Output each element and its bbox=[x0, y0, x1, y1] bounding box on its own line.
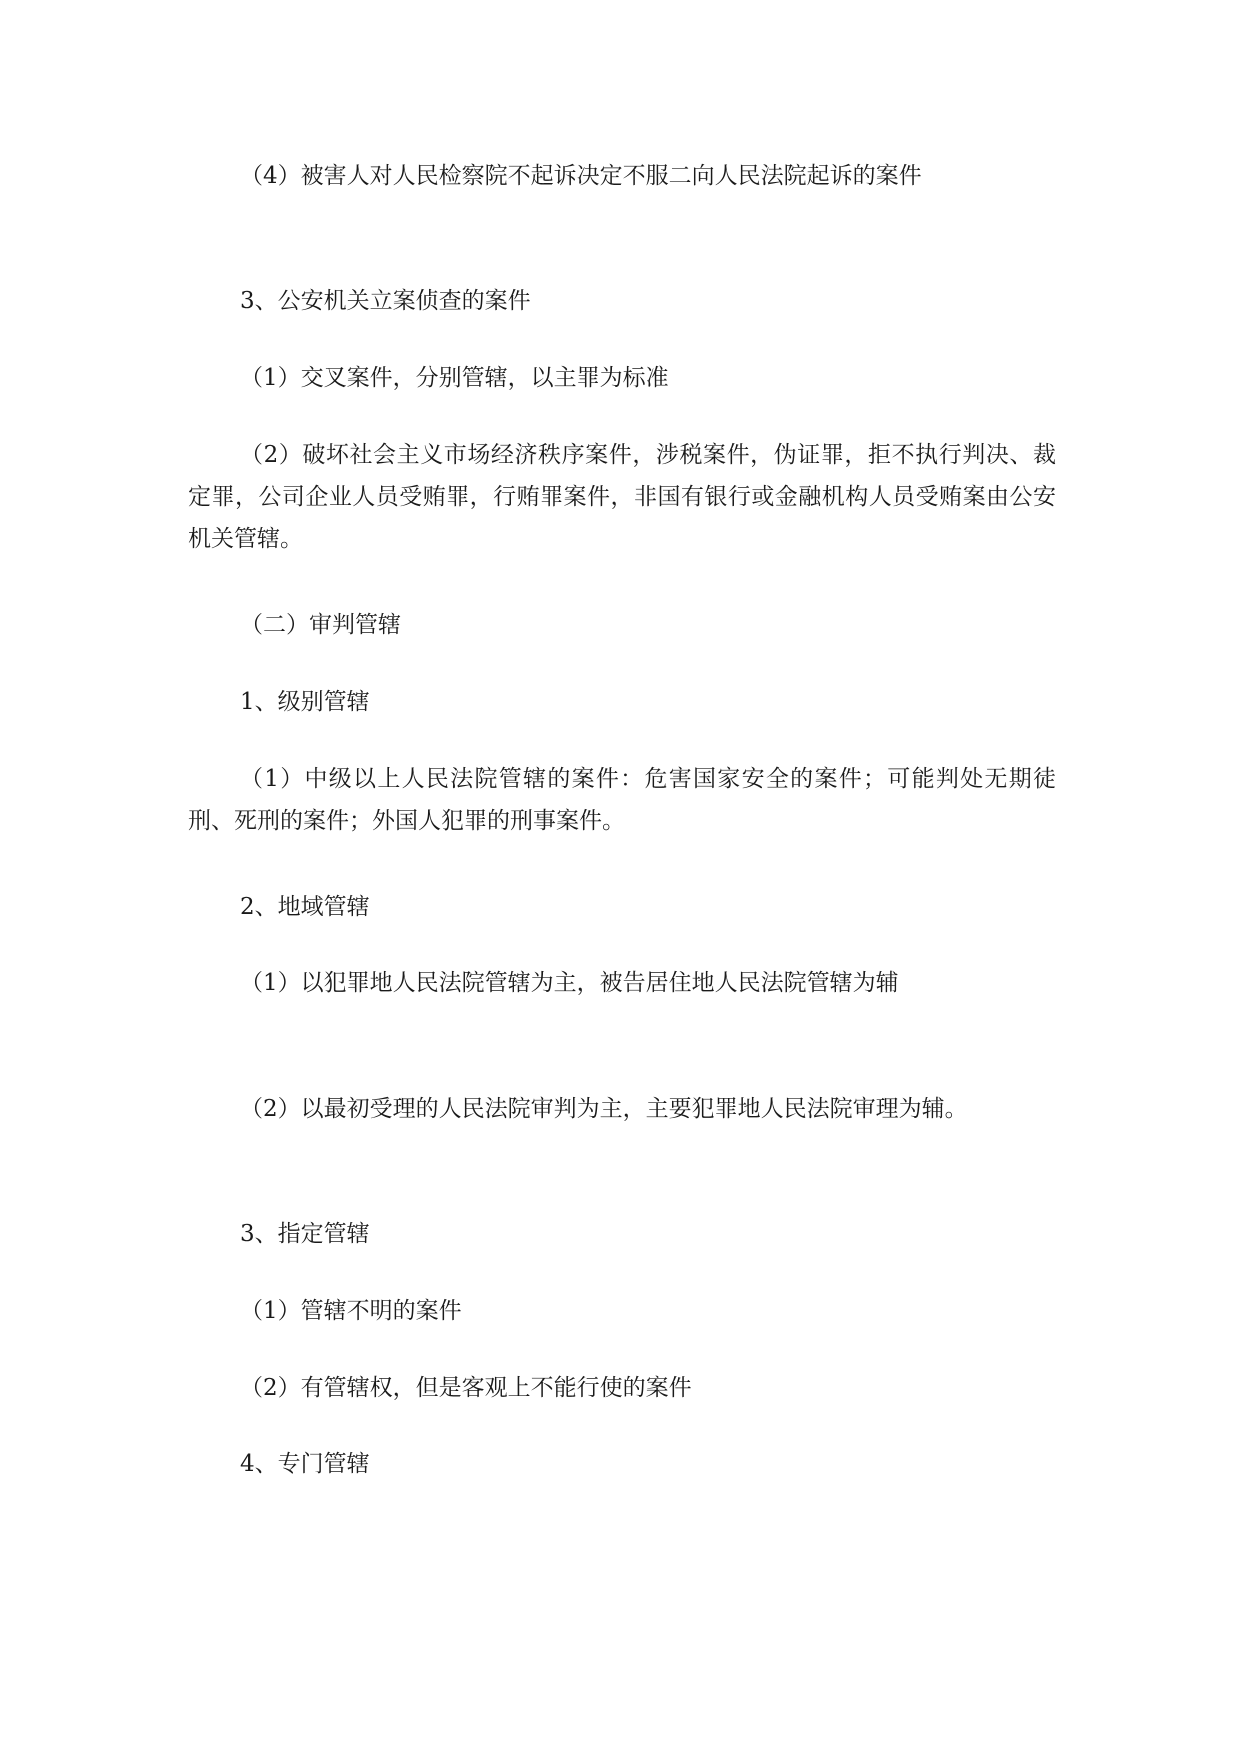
heading-special-jurisdiction: 4、专门管辖 bbox=[240, 1451, 370, 1477]
paragraph-victim-appeal: （4）被害人对人民检察院不起诉决定不服二向人民法院起诉的案件 bbox=[240, 163, 922, 189]
paragraph-unclear-jurisdiction: （1）管辖不明的案件 bbox=[240, 1298, 462, 1324]
heading-public-security-cases: 3、公安机关立案侦查的案件 bbox=[240, 288, 531, 314]
paragraph-economic-crimes: （2）破坏社会主义市场经济秩序案件，涉税案件，伪证罪，拒不执行判决、裁定罪，公司企业人员受贿罪，行贿罪案件，非国有银行或金融机构人员受贿案由公安机关管辖。 bbox=[188, 442, 1056, 552]
heading-designated-jurisdiction: 3、指定管辖 bbox=[240, 1221, 370, 1247]
paragraph-crime-location: （1）以犯罪地人民法院管辖为主，被告居住地人民法院管辖为辅 bbox=[240, 970, 899, 996]
heading-level-jurisdiction: 1、级别管辖 bbox=[240, 689, 370, 715]
heading-territorial-jurisdiction: 2、地域管辖 bbox=[240, 894, 370, 920]
heading-trial-jurisdiction: （二）审判管辖 bbox=[240, 612, 401, 638]
paragraph-cross-cases: （1）交叉案件，分别管辖，以主罪为标准 bbox=[240, 365, 669, 391]
paragraph-intermediate-court: （1）中级以上人民法院管辖的案件：危害国家安全的案件；可能判处无期徒刑、死刑的案件；外国人犯罪的刑事案件。 bbox=[188, 766, 1056, 834]
paragraph-cannot-exercise: （2）有管辖权，但是客观上不能行使的案件 bbox=[240, 1375, 692, 1401]
paragraph-first-court: （2）以最初受理的人民法院审判为主，主要犯罪地人民法院审理为辅。 bbox=[240, 1096, 968, 1122]
